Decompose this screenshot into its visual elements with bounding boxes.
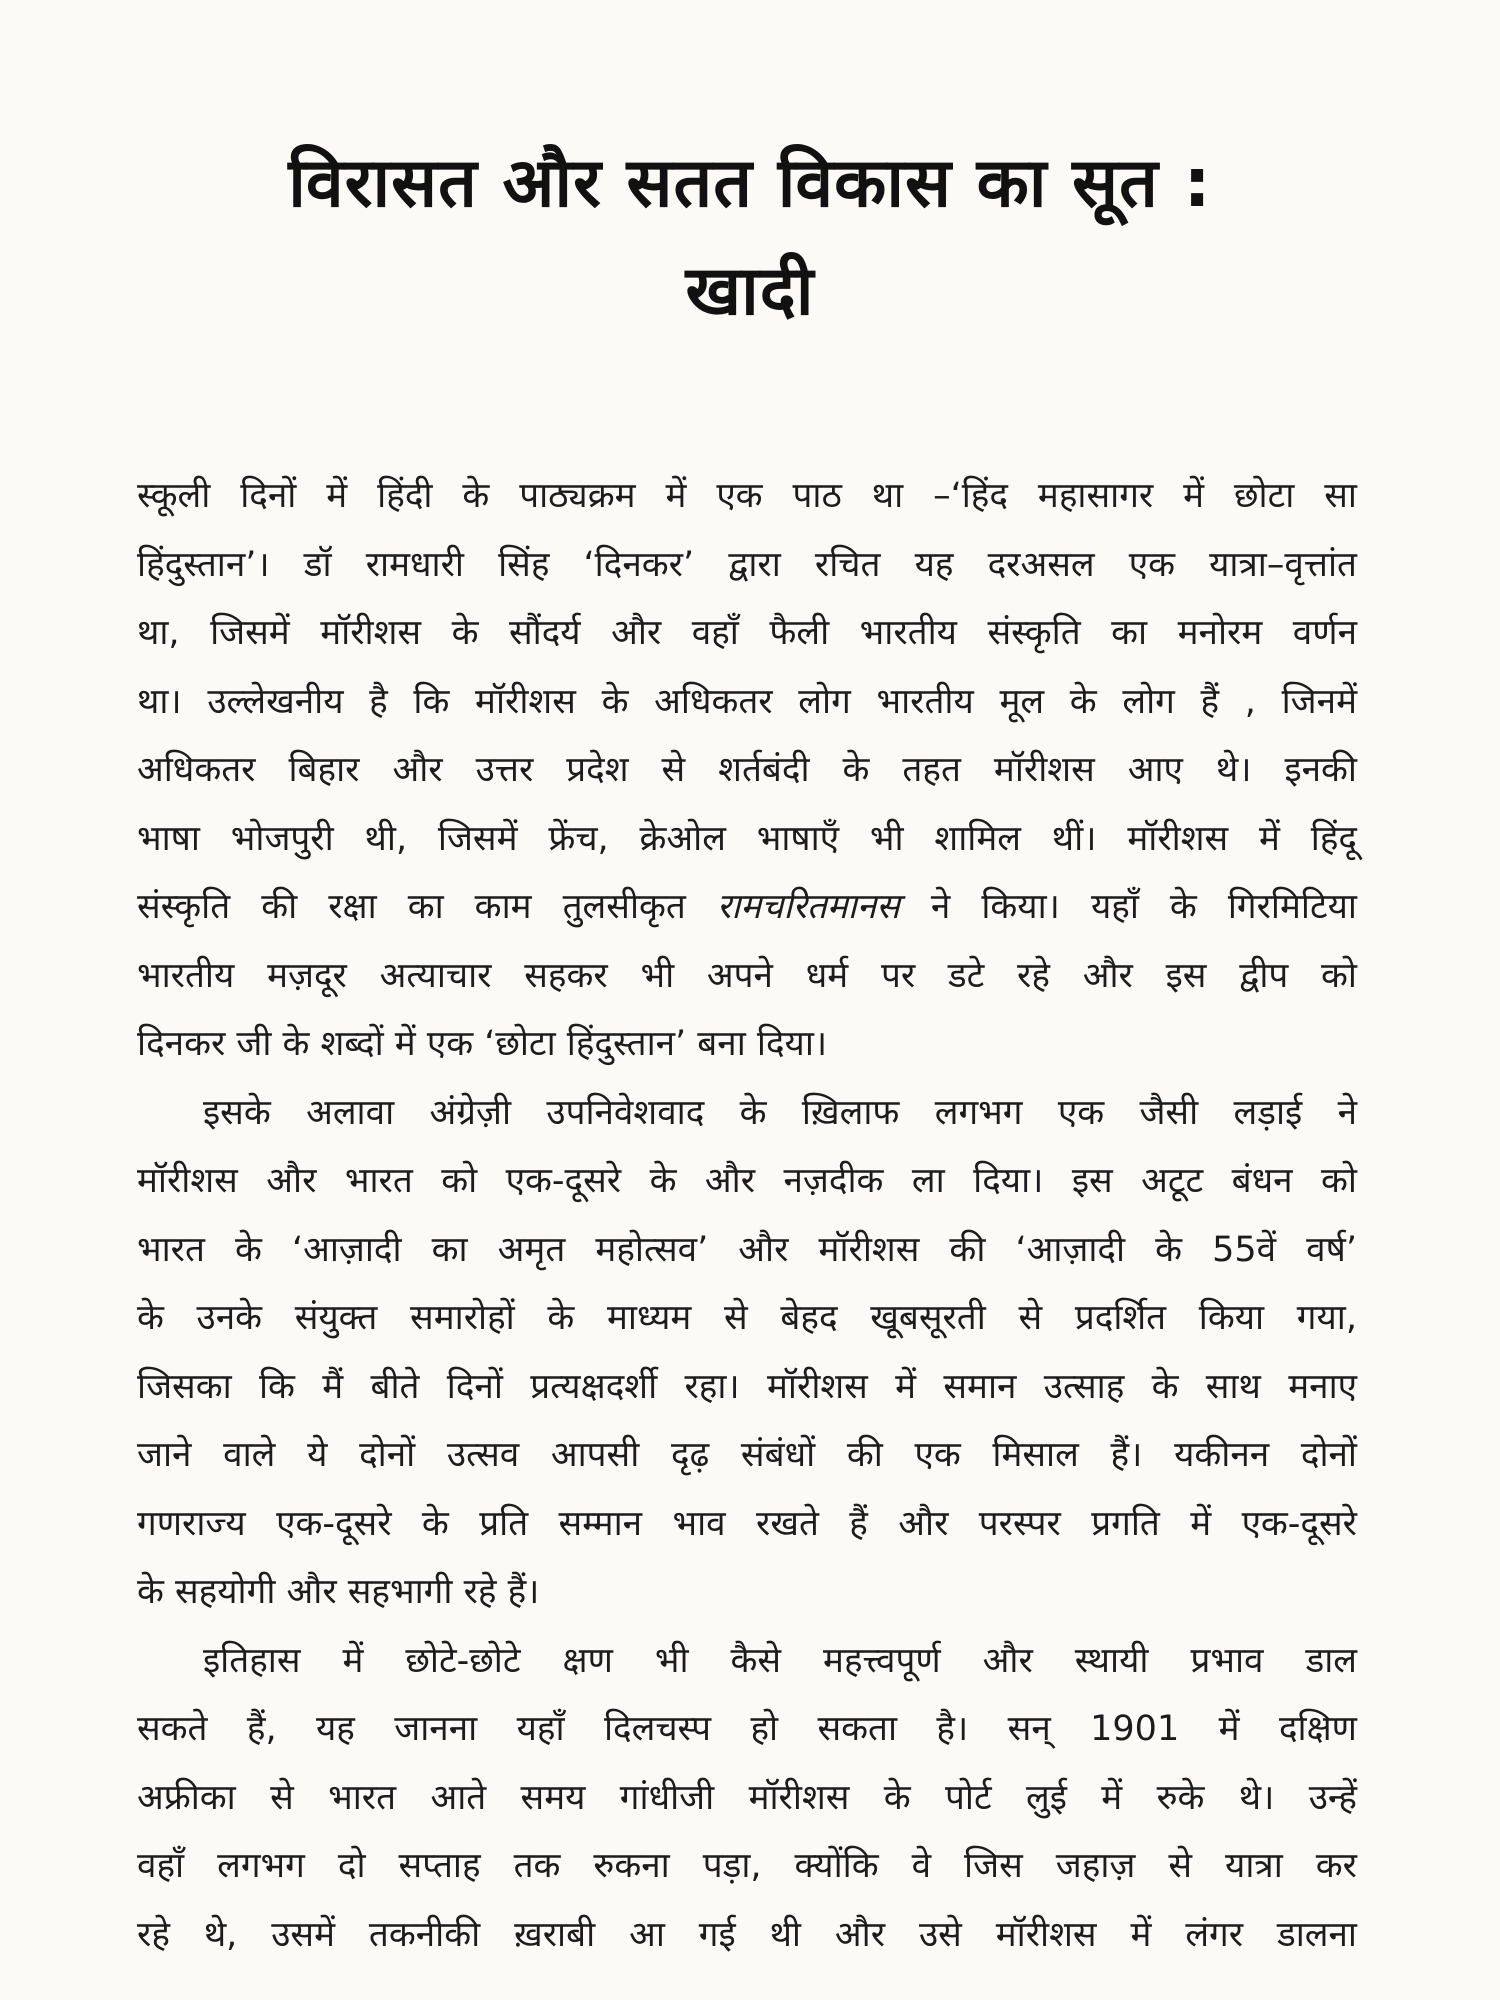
text-line: था, जिसमें मॉरीशस के सौंदर्य और वहाँ फैली भारतीय संस्कृति का मनोरम वर्णन: [137, 613, 1357, 653]
text-line: इतिहास में छोटे-छोटे क्षण भी कैसे महत्त्वपूर्ण और स्थायी प्रभाव डाल: [203, 1640, 1357, 1681]
body-text: [137, 462, 1357, 1969]
text-line: दिनकर जी के शब्दों में एक ‘छोटा हिंदुस्तान’ बना दिया।: [137, 1024, 828, 1064]
paragraph-3: [137, 1627, 1357, 1970]
paragraph-2: [137, 1079, 1357, 1627]
text-line: था। उल्लेखनीय है कि मॉरीशस के अधिकतर लोग भारतीय मूल के लोग हैं , जिनमें: [137, 681, 1357, 722]
chapter-title: [0, 130, 1500, 346]
text-line: गणराज्य एक-दूसरे के प्रति सम्मान भाव रखते हैं और परस्पर प्रगति में एक-दूसरे: [137, 1503, 1357, 1544]
text-segment: ने किया। यहाँ के गिरमिटिया: [899, 887, 1357, 927]
text-segment: संस्कृति की रक्षा का काम तुलसीकृत: [137, 887, 717, 927]
text-line: भारत के ‘आज़ादी का अमृत महोत्सव’ और मॉरीशस की ‘आज़ादी के 55वें वर्ष’: [137, 1229, 1357, 1270]
text-line: अफ्रीका से भारत आते समय गांधीजी मॉरीशस के पोर्ट लुई में रुके थे। उन्हें: [137, 1777, 1357, 1818]
paragraph-1: [137, 462, 1357, 1079]
text-line: भारतीय मज़दूर अत्याचार सहकर भी अपने धर्म पर डटे रहे और इस द्वीप को: [137, 955, 1357, 996]
chapter-title-line-1: विरासत और सतत विकास का सूत :: [288, 144, 1212, 223]
text-line: सकते हैं, यह जानना यहाँ दिलचस्प हो सकता है। सन् 1901 में दक्षिण: [137, 1709, 1357, 1749]
text-line: भाषा भोजपुरी थी, जिसमें फ्रेंच, क्रेओल भाषाएँ भी शामिल थीं। मॉरीशस में हिंदू: [137, 818, 1357, 859]
text-line: हिंदुस्तान’। डॉ रामधारी सिंह ‘दिनकर’ द्वारा रचित यह दरअसल एक यात्रा–वृत्तांत: [137, 544, 1357, 585]
text-line: अधिकतर बिहार और उत्तर प्रदेश से शर्तबंदी के तहत मॉरीशस आए थे। इनकी: [137, 750, 1357, 790]
text-line: रहे थे, उसमें तकनीकी ख़राबी आ गई थी और उसे मॉरीशस में लंगर डालना: [137, 1914, 1357, 1955]
text-line: जिसका कि मैं बीते दिनों प्रत्यक्षदर्शी रहा। मॉरीशस में समान उत्साह के साथ मनाए: [137, 1366, 1357, 1407]
text-line: स्कूली दिनों में हिंदी के पाठ्यक्रम में एक पाठ था –‘हिंद महासागर में छोटा सा: [137, 476, 1357, 516]
text-line: इसके अलावा अंग्रेज़ी उपनिवेशवाद के ख़िलाफ लगभग एक जैसी लड़ाई ने: [203, 1092, 1357, 1133]
text-line: के सहयोगी और सहभागी रहे हैं।: [137, 1572, 540, 1612]
chapter-title-line-2: खादी: [685, 252, 815, 331]
text-line: के उनके संयुक्त समारोहों के माध्यम से बेहद खूबसूरती से प्रदर्शित किया गया,: [137, 1298, 1357, 1338]
book-title-ramcharitmanas: रामचरितमानस: [716, 887, 900, 927]
text-line: मॉरीशस और भारत को एक-दूसरे के और नज़दीक ला दिया। इस अटूट बंधन को: [137, 1161, 1357, 1201]
text-line: [137, 873, 1357, 942]
text-line: जाने वाले ये दोनों उत्सव आपसी दृढ़ संबंधों की एक मिसाल हैं। यकीनन दोनों: [137, 1435, 1357, 1475]
text-line: वहाँ लगभग दो सप्ताह तक रुकना पड़ा, क्योंकि वे जिस जहाज़ से यात्रा कर: [137, 1846, 1357, 1886]
